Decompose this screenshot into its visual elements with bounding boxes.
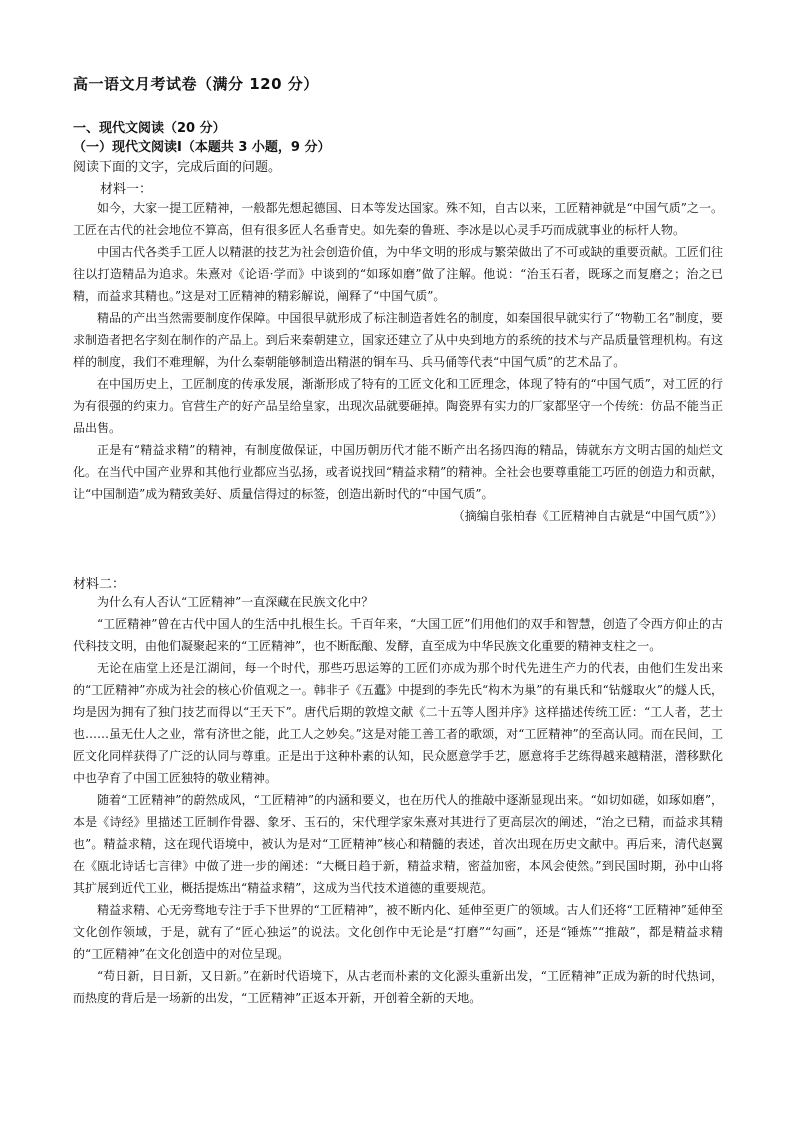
exam-title: 高一语文月考试卷（满分 120 分） xyxy=(73,75,319,93)
material-two-text xyxy=(73,591,723,1009)
paragraph: 无论在庙堂上还是江湖间，每一个时代，那些巧思运筹的工匠们亦成为那个时代先进生产力的代表，由他们生发出来的“工匠精神”亦成为社会的核心价值观之一。韩非子《五蠹》中提到的李先氏“构木为巢”的有巢氏和“钻燧取火”的燧人氏，均是因为拥有了独门技艺而得以“王天下”。唐代后期的敦煌文献《二十五等人图并序》这样描述传统工匠：“工人者，艺士也……虽无仕人之业，常有济世之能，此工人之妙矣。”这是对能工善工者的歌颂，对“工匠精神”的至高认同。而在民间，工匠文化同样获得了广泛的认同与尊重。正是出于这种朴素的认知，民众愿意学手艺，愿意将手艺练得越来越精湛，潜移默化中也孕育了中国工匠独特的敬业精神。 xyxy=(73,661,723,785)
paragraph: 精品的产出当然需要制度作保障。中国很早就形成了标注制造者姓名的制度，如秦国很早就实行了“物勒工名”制度，要求制造者把名字刻在制作的产品上。到后来秦朝建立，国家还建立了从中央到地方的系统的技术与产品质量管理机构。有这样的制度，我们不难理解，为什么秦朝能够制造出精湛的铜车马、兵马俑等代表“中国气质”的艺术品了。 xyxy=(73,311,723,369)
material-two-label: 材料二： xyxy=(73,577,126,592)
paragraph: 在中国历史上，工匠制度的传承发展，渐渐形成了特有的工匠文化和工匠理念，体现了特有的“中国气质”，对工匠的行为有很强的约束力。官营生产的好产品呈给皇家，出现次品就要砸掉。陶瓷界有实力的厂家都坚守一个传统：仿品不能当正品出售。 xyxy=(73,377,723,435)
paragraph: 如今，大家一提工匠精神，一般都先想起德国、日本等发达国家。殊不知，自古以来，工匠精神就是“中国气质”之一。工匠在古代的社会地位不算高，但有很多匠人名垂青史。如先秦的鲁班、李冰是以心灵手巧而成就事业的标杆人物。 xyxy=(73,201,723,237)
material-one-label: 材料一： xyxy=(100,182,153,197)
material-one-source: （摘编自张柏春《工匠精神自古就是“中国气质”》） xyxy=(452,509,723,523)
paragraph: 正是有“精益求精”的精神，有制度做保证，中国历朝历代才能不断产出名扬四海的精品，铸就东方文明古国的灿烂文化。在当代中国产业界和其他行业都应当弘扬，或者说找回“精益求精”的精神。全社会也要尊重能工巧匠的创造力和贡献，让“中国制造”成为精致美好、质量信得过的标签，创造出新时代的“中国气质”。 xyxy=(73,443,723,501)
subsection-heading: （一）现代文阅读Ⅰ（本题共 3 小题，9 分） xyxy=(73,140,331,155)
section-heading: 一、现代文阅读（20 分） xyxy=(73,121,226,136)
material-one-text xyxy=(73,197,723,527)
paragraph: 精益求精、心无旁骛地专注于手下世界的“工匠精神”，被不断内化、延伸至更广的领域。古人们还将“工匠精神”延伸至文化创作领域，于是，就有了“匠心独运”的说法。文化创作中无论是“打磨”“勾画”，还是“锤炼”“推敲”，都是精益求精的“工匠精神”在文化创造中的对位呈现。 xyxy=(73,903,723,961)
paragraph: “苟日新，日日新，又日新。”在新时代语境下，从古老而朴素的文化源头重新出发，“工匠精神”正成为新的时代热词，而热度的背后是一场新的出发，“工匠精神”正返本开新，开创着全新的天地。 xyxy=(73,969,723,1005)
paragraph: 随着“工匠精神”的蔚然成风，“工匠精神”的内涵和要义，也在历代人的推敲中逐渐显现出来。“如切如磋，如琢如磨”，本是《诗经》里描述工匠制作骨器、象牙、玉石的，宋代理学家朱熹对其进行了更高层次的阐述，“治之已精，而益求其精也”。精益求精，这在现代语境中，被认为是对“工匠精神”核心和精髓的表述，首次出现在历史文献中。再后来，清代赵翼在《瓯北诗话七言律》中做了进一步的阐述：“大概日趋于新，精益求精，密益加密，本风会使然。”到民国时期，孙中山将其扩展到近代工业，概括提炼出“精益求精”，这成为当代技术道德的重要规范。 xyxy=(73,793,723,895)
paragraph: 中国古代各类手工匠人以精湛的技艺为社会创造价值，为中华文明的形成与繁荣做出了不可或缺的重要贡献。工匠们往往以打造精品为追求。朱熹对《论语·学而》中谈到的“如琢如磨”做了注解。他说：“治玉石者，既琢之而复磨之；治之已精，而益求其精也。”这是对工匠精神的精彩解说，阐释了“中国气质”。 xyxy=(73,245,723,303)
reading-instruction: 阅读下面的文字，完成后面的问题。 xyxy=(73,160,282,175)
paragraph: 为什么有人否认“工匠精神”一直深藏在民族文化中？ xyxy=(97,595,374,609)
paragraph: “工匠精神”曾在古代中国人的生活中扎根生长。千百年来，“大国工匠”们用他们的双手和智慧，创造了令西方仰止的古代科技文明，由他们凝聚起来的“工匠精神”，也不断酝酿、发酵，直至成为中华民族文化重要的精神支柱之一。 xyxy=(73,617,723,653)
